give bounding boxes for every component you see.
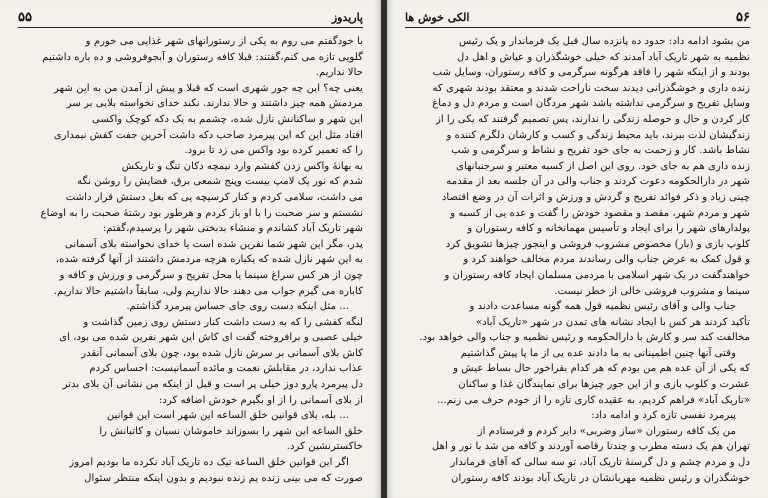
text-line: صورت که می بینی زنده یم زنده نبودیم و بدون اینکه منتظر سئوال [84,472,363,484]
text-line: گلویی تازه می کنم،گفتند: قبلا کافه رستوران و آبجوفروشی و ده باره داشتیم [42,51,363,63]
text-line: چون از هر کس سراغ سینما یا محل تفریح و سرگرمی و ورزش و کافه و [59,269,363,281]
text-line: عشرت و کلوپ بازی و از این جور چیزها برای نمایندگان غذا و ساکنان [458,379,750,391]
left-chapter-title: پاریدوز [331,11,363,24]
text-line: وسایل تفریح و سرگرمی نداشته باشد شهر مردگان است و مردم دل و دماغ [432,98,750,110]
text-line: تأکید کردند هر کس با ایجاد نشانه های تمدن در شهر «تاریک آباد» [475,316,750,328]
text-line: دل پیرمرد پارو دوز خیلی پر است و قبل از اینکه من نشانی آن بلای بدتر [62,379,363,391]
text-line: شدم که نور یک لامپ بیست وپنج شمعی برق، فضایش را روشن نگه [77,176,363,188]
text-line: به این شهر نازل شده که یکباره هرچه مردمش داشتند از آنها گرفته شده، [55,254,363,266]
text-line: را که تعمیر کرده بود واکس می زد تا برود. [184,145,363,157]
left-page-number: ۵۵ [18,10,32,25]
text-line: به بهانهٔ واکس زدن کفشم وارد نیمچه دکان تنگ و تاریکش [121,160,363,172]
left-page-text [18,34,363,486]
text-line: من یک کافه رستوران «ساز وضربی» دایر کردم و فرستادم از [477,425,736,437]
text-line: پدر، مگر این شهر شما نفرین شده است یا خدای نخواسته بلای آسمانی [64,238,363,250]
text-line: کلوپ بازی و (بار) مخصوص مشروب فروشی و اینجور چیزها تشویق کرد [445,238,750,250]
text-line: شهر و مردم شهر، مقصد و مقصود خودش را گفت و عده یی از کسبه و [450,207,750,219]
text-line: شهر تاریک آباد کشاندم و منشاء بدبختی شهر را پرسیدم،گفتم: [102,223,363,235]
text-line: کاش بلای آسمانی بر سرش نازل شده بود، چون بلای آسمانی آنقدر [81,347,363,359]
text-line: خواهندگفت در یک شهر اسلامی با مردمی مسلمان ایجاد کافه رستوران و [444,269,750,281]
text-line: وقتی آنها چنین اطمینانی به ما دادند عده یی از ما پا پیش گذاشتیم [460,347,736,359]
right-page [387,0,768,498]
text-line: کاباره می گیرم جواب می دهند حالا نداریم ولی، سابقاً داشتیم حالا نداریم. [53,285,363,297]
text-line: خاکسترنشین کرد. [286,441,363,453]
left-page [0,0,381,498]
text-line: حالا نداریم. [315,67,363,79]
text-line: شهر در دارالحکومه دعوت کردند و جناب والی در آن جلسه بعد از مقدمه [446,176,750,188]
text-line: زندگیشان لذت ببرند، باید محیط زندگی و کسب و کارشان دلگرم کننده و [446,129,750,141]
text-line: با خودگفتم می روم به یکی از رستورانهای شهر غذایی می خورم و [85,36,363,47]
text-line: نشاط باشد. کار و زحمت به جای خود تفریح و نشاط و سرگرمی و شب [451,145,750,157]
text-line: مردمش همه چیز داشتند و حالا ندارند. نکند خدای نخواسته بلایی بر سر [66,98,363,110]
text-line: نشستم و سر صحبت را با او باز کردم و هرطور بود رشتهٔ صحبت را به اوضاع [40,207,363,219]
text-line: بودند و از اینکه شهر را فاقد هرگونه سرگرمی و کافه رستوران، وسایل شب [432,67,750,79]
right-chapter-title: الکی خوش ها [405,11,470,24]
right-page-header [405,10,750,28]
text-line: من بشود ادامه داد: حدود ده پانزده سال قبل یک فرماندار و یک رئیس [458,36,750,47]
text-line: چینی زیاد و ذکر فوائد تفریح و گردش و ورزش و اثرات آن در وضع اقتصاد [441,191,750,203]
text-line: سینما و مشروب فروشی خالی از خطر نیست. [554,285,750,297]
text-line: زنده داری هم به جای خود. روی این اصل از کسبه معتبر و سرجنبانهای [456,160,750,172]
text-line: ... بله، بلای قوانین خلق الساعه این شهر است این قوانین [106,410,349,422]
text-line: مخالفت کند سر و کارش با دارالحکومه و رئیس نظمیه و جناب والی خواهد بود. [419,332,750,344]
left-page-header [18,10,363,28]
text-line: می داشت، سلامی کردم و کنار کرسیچه یی که بغل دستش قرار داشت [65,191,363,203]
text-line: جناب والی و آقای رئیس نظمیه قول همه گونه مساعدت دادند و [469,301,736,313]
text-line: خوشگذران و رئیس نظمیه مهربانشان در تاریک آباد بودند کافه رستوران [451,472,750,484]
text-line: پولدارهای شهر را برای ایجاد و تأسیس مهمانخانه و کافه رستوران و [467,223,750,235]
text-line: از بلای آسمانی را از او بگیرم خودش اضافه کرد: [158,394,363,406]
right-page-text [405,34,750,486]
text-line: تهران هم یک دسته مطرب و چندتا رقاصه آوردند و کافه من شد با نور و اهل [431,441,750,453]
right-page-number: ۵۶ [736,10,750,25]
text-line: خیلی عصبی و برافروخته گفت ای کاش این شهر نفرین شده می بود، ای [59,332,363,344]
text-line: ... مثل اینکه دست روی جای حساس پیرمرد گذاشتم. [126,301,349,313]
text-line: و قول کمک به عرض جناب والی رساندند مردم مخالف خواهند کرد و [463,254,750,266]
text-line: پیرمرد نفسی تازه کرد و ادامه داد: [591,410,736,422]
text-line: که یکی از آن عده هم من بودم که هر کدام بفراخور حال بساط عیش و [453,363,750,375]
text-line: دل و مردم چشم و دل گرسنهٔ تاریک آباد، تو سه سالی که آقای فرماندار [450,457,750,469]
text-line: زنده داری و خوشگذرانی دیدند سخت ناراحت شدند و معتقد بودند شهری که [432,82,750,94]
text-line: یعنی چه؟ این چه جور شهری است که قبلا و پیش از آمدن من به این شهر [54,82,363,94]
text-line: عذاب ندارد، در مقابلش نعمت و مائده آسمانیست: احساس کردم [89,363,363,375]
text-line: این شهر و ساکنانش نازل شده، چشمم به یک دکه کوچک واکسی [92,113,363,125]
text-line: نظمیه به شهر تاریک آباد آمدند که خیلی خوشگذران و عیاش و اهل دل [456,51,750,63]
text-line: خلق الساعه این شهر را بسوزاند خاموشان نسیان و کاتبانش را [99,425,363,437]
text-line: لنگه کفشی را که به دست داشت کنار دستش روی زمین گذاشت و [83,316,363,328]
text-line: اگر این قوانین خلق الساعه تیک ده تاریک آباد نکرده ما بودیم امروز [69,457,349,469]
text-line: «تاریک آباد» فراهم کردیم، به عقیده کاری تازه را از خودم حرف می زنم... [437,394,750,406]
text-line: کار کردن و حال و حوصله زندگی را ندارند، پس تصمیم گرفتند که یکی را از [435,113,750,125]
text-line: افتاد مثل این که این پیرمرد صاحب دکه داشت آخرین جفت کفش نیمداری [53,129,363,141]
